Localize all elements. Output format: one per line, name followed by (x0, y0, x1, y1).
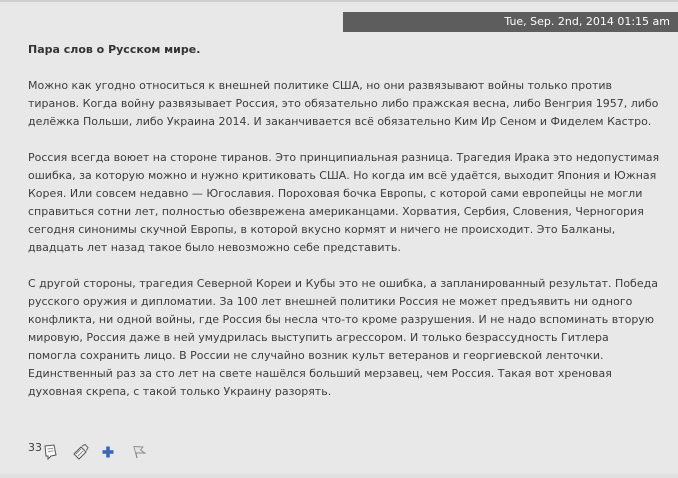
comment-count[interactable]: 33 (28, 441, 42, 454)
edit-icon[interactable] (72, 444, 90, 460)
comment-icon[interactable] (42, 444, 58, 460)
entry-title: Пара слов о Русском мире. (28, 43, 201, 56)
entry-paragraph: Россия всегда воюет на стороне тиранов. Это принципиальная разница. Трагедия Ирака это недопустимая ошибка, за которую можно и нужно критиковать США. Но когда им всё удаётся, выходит Япония и Южная Корея. Или совсем недавно — Югославия. Пороховая бочка Европы, с которой сами европейцы не могли справиться сотни лет, полностью обезврежена американцами. Хорватия, Сербия, Словения, Черногория сегодня синонимы скучной Европы, в которой вкусно кормят и ничего не происходит. Это Балканы, двадцать лет назад такое было невозможно себе представить. (28, 151, 660, 254)
entry-body (28, 41, 660, 401)
entry-footer (28, 440, 228, 462)
add-memory-icon[interactable] (102, 446, 114, 458)
entry-paragraph: Можно как угодно относиться к внешней политике США, но они развязывают войны только против тиранов. Когда войну развязывает Россия, это обязательно либо пражская весна, либо Венгрия 1957, либо делёжка Польши, либо Украина 2014. И заканчивается всё обязательно Ким Ир Сеном и Фиделем Кастро. (28, 79, 659, 128)
bottom-divider (0, 474, 678, 478)
entry-paragraph: С другой стороны, трагедия Северной Кореи и Кубы это не ошибка, а запланированный результат. Победа русского оружия и дипломатии. За 100 лет внешней политики Россия не может предъявить ни одного конфликта, ни одной войны, где Россия бы несла что-то кроме разрушения. И не надо вспоминать вторую мировую, Россия даже в ней умудрилась выступить агрессором. И только безрассудность Гитлера помогла сохранить лицо. В России не случайно возник культ ветеранов и георгиевской ленточки. Единственный раз за сто лет на свете нашёлся больший мерзавец, чем Россия. Такая вот хреновая духовная скрепа, с такой только Украину разорять. (28, 277, 658, 398)
top-border (0, 0, 678, 2)
flag-icon[interactable] (132, 445, 148, 459)
entry-date: Tue, Sep. 2nd, 2014 01:15 am (504, 15, 670, 28)
entry-header-bar (343, 12, 678, 32)
